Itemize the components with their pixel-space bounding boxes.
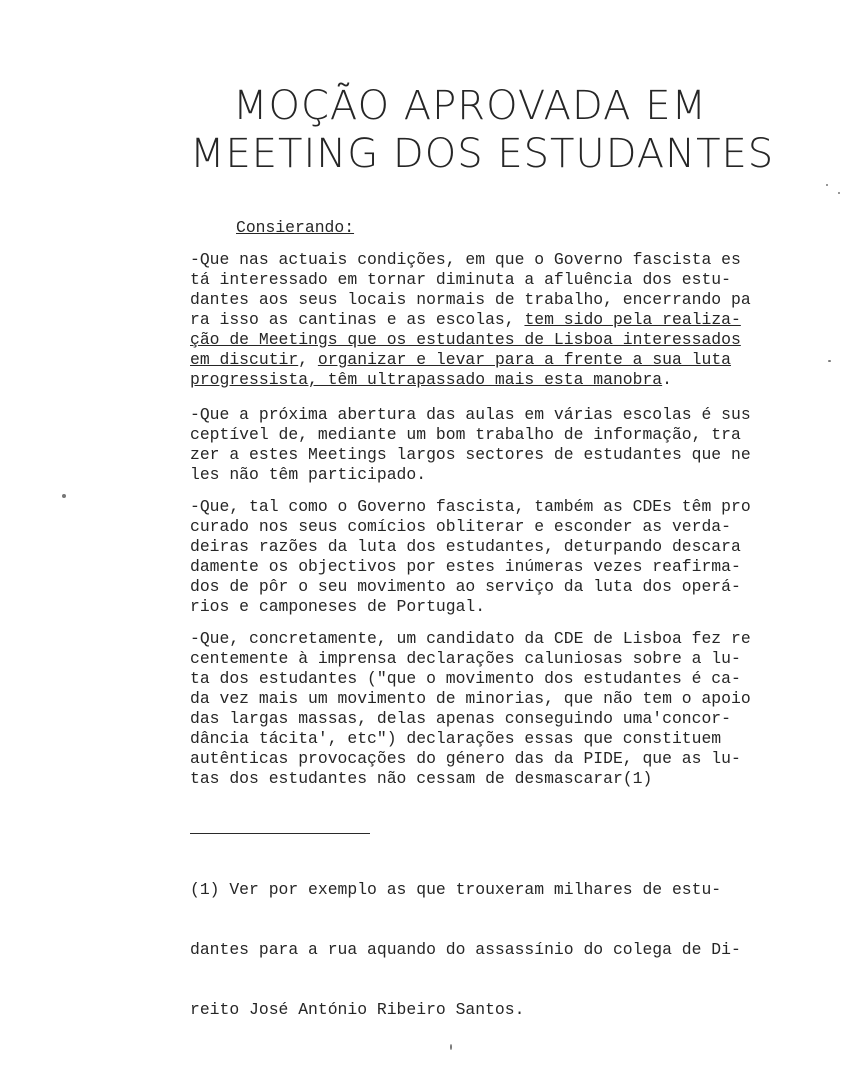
scan-speck xyxy=(450,1044,452,1050)
title-line-1: MOÇÃO APROVADA EM xyxy=(233,83,707,129)
paragraph-4 xyxy=(190,629,820,789)
text-line xyxy=(190,465,820,485)
text-segment: ta dos estudantes ("que o movimento dos estudantes é ca- xyxy=(190,669,741,688)
text-segment: tá interessado em tornar diminuta a afluência dos estu- xyxy=(190,270,731,289)
text-line xyxy=(190,290,820,310)
text-line xyxy=(190,577,820,597)
text-line xyxy=(190,669,820,689)
text-line xyxy=(190,350,820,370)
text-segment: -Que, tal como o Governo fascista, também as CDEs têm pro xyxy=(190,497,751,516)
text-line xyxy=(190,689,820,709)
text-line xyxy=(190,405,820,425)
text-segment: les não têm participado. xyxy=(190,465,427,484)
footnote-divider xyxy=(190,833,370,834)
title-line-2: MEETING DOS ESTUDANTES xyxy=(190,131,775,177)
scan-speck xyxy=(826,184,828,186)
text-segment: autênticas provocações do género das da PIDE, que as lu- xyxy=(190,749,741,768)
text-segment: -Que, concretamente, um candidato da CDE de Lisboa fez re xyxy=(190,629,751,648)
text-segment: rios e camponeses de Portugal. xyxy=(190,597,486,616)
text-segment: -Que nas actuais condições, em que o Governo fascista es xyxy=(190,250,741,269)
text-line xyxy=(190,629,820,649)
text-segment: das largas massas, delas apenas conseguindo uma'concor- xyxy=(190,709,731,728)
underlined-text: em discutir xyxy=(190,350,299,369)
scan-speck xyxy=(838,192,840,194)
text-segment: deiras razões da luta dos estudantes, deturpando descara xyxy=(190,537,741,556)
text-line xyxy=(190,330,820,350)
underlined-text: ção de Meetings que os estudantes de Lisboa interessados xyxy=(190,330,741,349)
text-segment: ceptível de, mediante um bom trabalho de informação, tra xyxy=(190,425,741,444)
text-line xyxy=(190,310,820,330)
footnote-line: dantes para a rua aquando do assassínio do colega de Di- xyxy=(190,940,741,959)
text-line xyxy=(190,370,820,390)
text-segment: ra isso as cantinas e as escolas, xyxy=(190,310,525,329)
footnote xyxy=(190,840,820,1060)
text-line xyxy=(190,497,820,517)
text-line xyxy=(190,709,820,729)
underlined-text: tem sido pela realiza- xyxy=(524,310,741,329)
text-segment: tas dos estudantes não cessam de desmascarar(1) xyxy=(190,769,653,788)
paragraph-3 xyxy=(190,497,820,617)
text-segment: zer a estes Meetings largos sectores de estudantes que ne xyxy=(190,445,751,464)
text-line xyxy=(190,749,820,769)
text-segment: dantes aos seus locais normais de trabalho, encerrando pa xyxy=(190,290,751,309)
scan-speck xyxy=(828,360,831,362)
text-segment: curado nos seus comícios obliterar e esconder as verda- xyxy=(190,517,731,536)
text-line xyxy=(190,597,820,617)
footnote-line: reito José António Ribeiro Santos. xyxy=(190,1000,525,1019)
text-segment: , xyxy=(298,350,318,369)
text-line xyxy=(190,445,820,465)
footnote-line: (1) Ver por exemplo as que trouxeram milhares de estu- xyxy=(190,880,722,899)
text-segment: dância tácita', etc") declarações essas que constituem xyxy=(190,729,722,748)
text-line xyxy=(190,270,820,290)
text-segment: centemente à imprensa declarações caluniosas sobre a lu- xyxy=(190,649,741,668)
text-line xyxy=(190,250,820,270)
scan-speck xyxy=(62,494,66,498)
text-line xyxy=(190,537,820,557)
underlined-text: progressista, têm ultrapassado mais esta manobra xyxy=(190,370,663,389)
text-line xyxy=(190,649,820,669)
text-segment: damente os objectivos por estes inúmeras vezes reafirma- xyxy=(190,557,741,576)
section-heading: Consierando: xyxy=(236,218,355,237)
text-line xyxy=(190,729,820,749)
text-line xyxy=(190,769,820,789)
paragraph-1 xyxy=(190,250,820,390)
paragraph-2 xyxy=(190,405,820,485)
text-segment: da vez mais um movimento de minorias, que não tem o apoio xyxy=(190,689,751,708)
text-segment: -Que a próxima abertura das aulas em várias escolas é sus xyxy=(190,405,751,424)
underlined-text: organizar e levar para a frente a sua luta xyxy=(317,350,732,369)
text-line xyxy=(190,517,820,537)
text-line xyxy=(190,557,820,577)
text-segment: . xyxy=(662,370,672,389)
text-line xyxy=(190,425,820,445)
text-segment: dos de pôr o seu movimento ao serviço da luta dos operá- xyxy=(190,577,741,596)
